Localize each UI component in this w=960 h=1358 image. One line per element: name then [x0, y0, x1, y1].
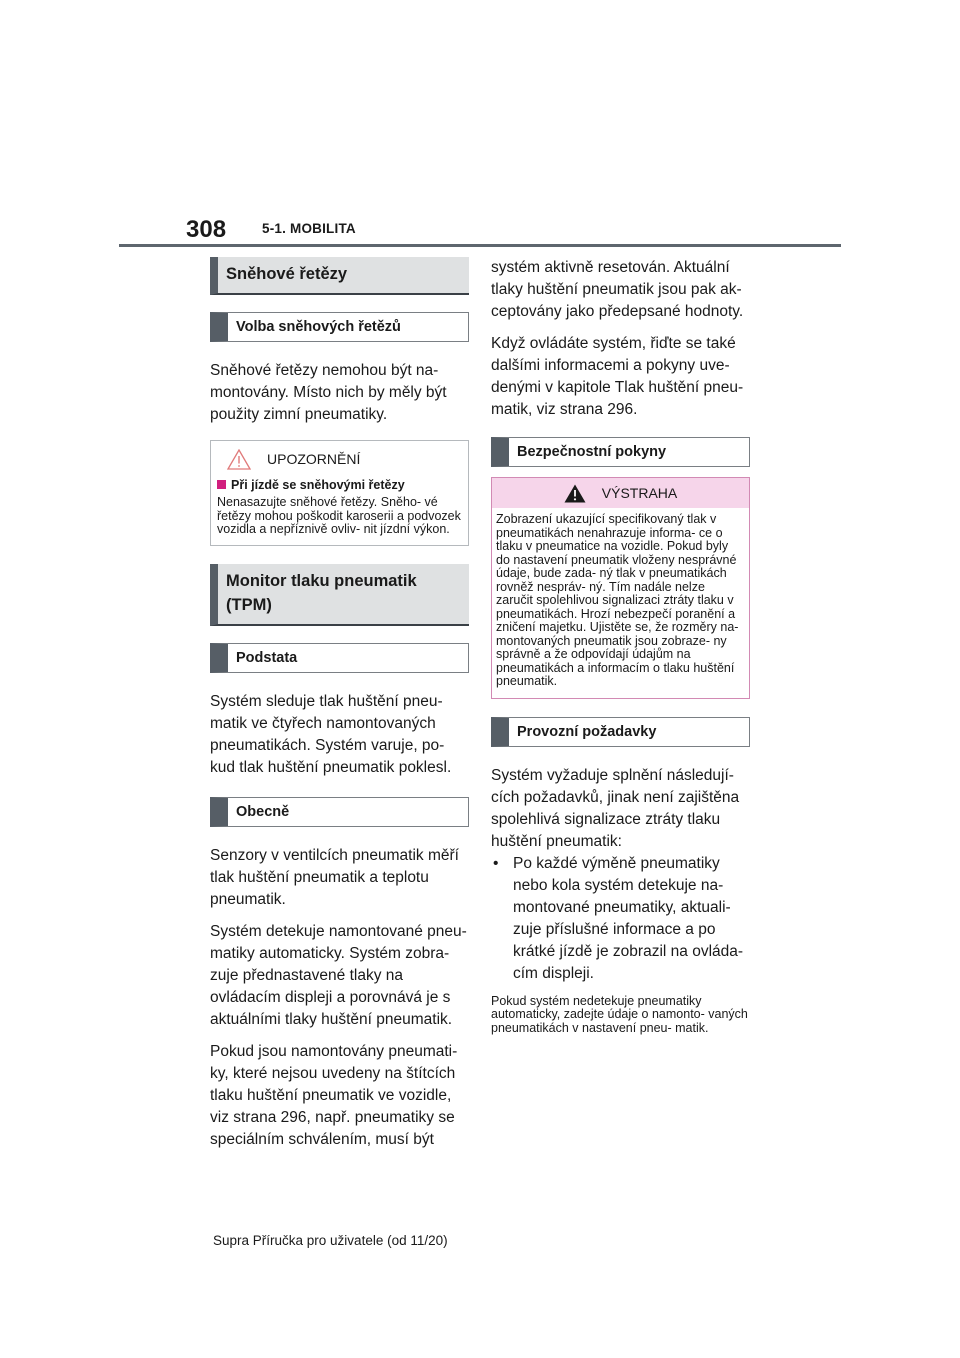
bullet-square-icon — [217, 480, 226, 489]
heading-tpm: Monitor tlaku pneumatik (TPM) — [210, 564, 469, 626]
heading-snow-chains: Sněhové řetězy — [210, 257, 469, 295]
warning-text: Zobrazení ukazující specifikovaný tlak v pneumatikách nenahrazuje informa- ce o tlaku v pneumatice na vozidle. Pokud byly do nastavení pneumatik vloženy nesprávné údaje, bude zada- ný tlak v pneumatikách rovněž nespráv- ný. Tím nadále nelze zaručit spolehlivou signalizaci ztráty tlaku v pneumatikách. Hrozí nebezpečí poranění a zničení majetku. Ujistěte se, že rozměry na- montovaných pneumatik jsou zobraze- ny správně a že odpovídají údajům na pneumatikách a informacím o tlaku huštění pneumatik. — [496, 512, 739, 688]
section-title: 5-1. MOBILITA — [262, 221, 356, 236]
right-column — [491, 257, 750, 1035]
general-text-2: Systém detekuje namontované pneu- matiky automaticky. Systém zobra- zuje přednastavené tlaky na ovládacím displeji a porovnává je s aktuálními tlaky huštění pneumatik. — [210, 922, 467, 1028]
left-column — [210, 257, 469, 1161]
general-text-3: Pokud jsou namontovány pneumati- ky, které nejsou uvedeny na štítcích tlaku huštění pneumatik ve vozidle, viz strana 296, např. pneumatiky se speciálním schválením, musí být — [210, 1042, 458, 1148]
snow-chains-text: Sněhové řetězy nemohou být na- montovány. Místo nich by měly být použity zimní pneumatiky. — [210, 362, 447, 423]
requirements-text: Systém vyžaduje splnění následují- cích požadavků, jinak není zajištěna spolehlivá signalizace ztráty tlaku huštění pneumatik: — [491, 766, 740, 850]
notice-header — [211, 441, 468, 477]
caution-triangle-icon — [227, 449, 251, 470]
subheading-general: Obecně — [210, 797, 469, 827]
bullet-dot: • — [493, 854, 499, 872]
list-item — [491, 853, 750, 985]
warning-title: VÝSTRAHA — [601, 485, 678, 501]
general-text-1: Senzory v ventilcích pneumatik měří tlak huštění pneumatik a teplotu pneumatik. — [210, 846, 459, 908]
continued-text-1: systém aktivně resetován. Aktuální tlaky huštění pneumatik jsou pak ak- ceptovány jako předepsané hodnoty. — [491, 259, 744, 320]
subheading-essence: Podstata — [210, 643, 469, 673]
notice-text: Nenasazujte sněhové řetězy. Sněho- vé řetězy mohou poškodit karoserii a podvozek vozidla a nepříznivě ovliv- nit jízdní výkon. — [217, 495, 461, 536]
subheading-safety: Bezpečnostní pokyny — [491, 437, 750, 467]
header-rule — [119, 244, 841, 247]
warning-triangle-icon — [564, 484, 586, 503]
page-number: 308 — [186, 216, 227, 243]
subheading-requirements: Provozní požadavky — [491, 717, 750, 747]
warning-box — [491, 477, 750, 699]
subheading-chain-choice: Volba sněhových řetězů — [210, 312, 469, 342]
notice-subtitle: Při jízdě se sněhovými řetězy — [231, 478, 405, 492]
continued-text-2: Když ovládáte systém, řiďte se také dalšími informacemi a pokyny uve- denými v kapitole Tlak huštění pneu- matik, viz strana 296. — [491, 335, 744, 418]
bullet-text: Po každé výměně pneumatiky nebo kola systém detekuje na- montované pneumatiky, aktuali- zuje příslušné informace a po krátké jízdě je zobrazil na ovláda- cím displeji. — [513, 854, 744, 982]
footer: Supra Příručka pro uživatele (od 11/20) — [213, 1233, 448, 1248]
notice-box — [210, 440, 469, 546]
notice-title: UPOZORNĚNÍ — [267, 451, 361, 467]
essence-text: Systém sleduje tlak huštění pneu- matik ve čtyřech namontovaných pneumatikách. Systém varuje, po- kud tlak huštění pneumatik poklesl. — [210, 692, 452, 776]
warning-header — [492, 478, 749, 508]
small-note: Pokud systém nedetekuje pneumatiky automaticky, zadejte údaje o namonto- vaných pneumatikách v nastavení pneu- matik. — [491, 993, 748, 1035]
